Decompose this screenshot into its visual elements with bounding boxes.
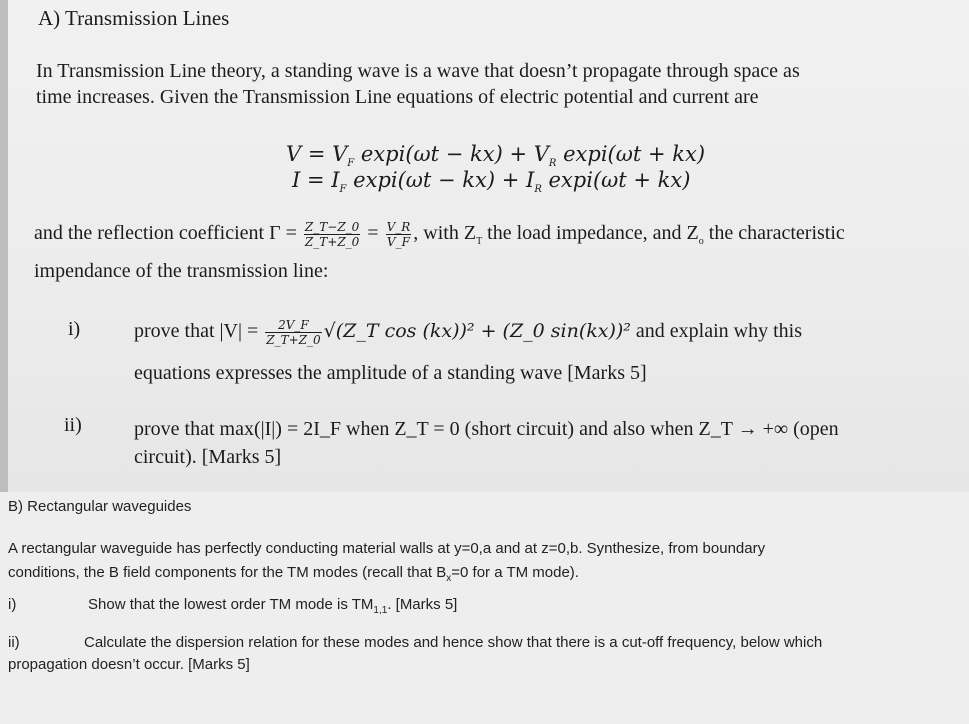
item-i-fraction — [265, 318, 321, 347]
item-i-frac-num: 2V_F — [265, 318, 321, 333]
refl-post: , with Z — [413, 222, 477, 245]
eq-v-part: V = V — [286, 142, 348, 166]
para-line2-pre: conditions, the B field components for the TM modes (recall that B — [8, 564, 447, 581]
intro-line-1: In Transmission Line theory, a standing wave is a wave that doesn’t propagate through space as — [36, 60, 800, 82]
eq-v-end: expi(ωt + kx) — [556, 142, 706, 166]
eq-i-mid: expi(ωt − kx) + I — [346, 168, 535, 192]
item-i-line-1 — [134, 318, 802, 347]
item-ii-marker: ii) — [64, 414, 82, 436]
eq-i-sub-f: F — [339, 184, 347, 196]
item-i-post: and explain why this — [630, 320, 803, 343]
refl-post2: the load impedance, and Z — [482, 222, 699, 245]
item-ii-line-1: prove that max(|I|) = 2I_F when Z_T = 0 (short circuit) and also when Z_T → +∞ (open — [134, 418, 839, 440]
refl-frac1-den: Z_T+Z_0 — [304, 235, 360, 249]
item-ii-line-2: circuit). [Marks 5] — [134, 446, 282, 468]
para-line2-post: =0 for a TM mode). — [451, 564, 579, 581]
refl-frac2-num: V_R — [386, 220, 411, 234]
section-b-item-ii-line-2: propagation doesn’t occur. [Marks 5] — [8, 656, 250, 673]
reflection-line-2: impendance of the transmission line: — [34, 260, 329, 282]
para-line2-sub: x — [446, 573, 452, 584]
refl-eq: = — [362, 222, 384, 245]
page-edge-shadow — [0, 0, 8, 492]
refl-frac1-num: Z_T−Z_0 — [304, 220, 360, 234]
section-a-heading: A) Transmission Lines — [38, 6, 230, 30]
section-b-item-i-marker: i) — [8, 596, 17, 613]
eq-i-sub-r: R — [534, 184, 542, 196]
eq-v-sub-f: F — [347, 158, 355, 170]
item-b-i-sub: 1,1 — [373, 605, 388, 616]
equation-voltage — [286, 142, 705, 169]
item-b-i-pre: Show that the lowest order TM mode is TM — [88, 596, 374, 613]
item-i-root: √(Z_T cos (kx))² + (Z_0 sin(kx))² — [323, 320, 631, 343]
refl-fraction-1 — [304, 220, 360, 249]
section-b-heading: B) Rectangular waveguides — [8, 498, 192, 515]
section-b-item-ii-marker: ii) — [8, 634, 20, 651]
item-i-marker: i) — [68, 318, 81, 340]
refl-fraction-2 — [386, 220, 412, 249]
reflection-coefficient-line — [34, 220, 845, 249]
refl-post-sub: T — [476, 236, 483, 248]
section-b-para-line-1: A rectangular waveguide has perfectly conducting material walls at y=0,a and at z=0,b. Synthesize, from boundary — [8, 540, 766, 557]
item-i-line-2: equations expresses the amplitude of a standing wave [Marks 5] — [134, 362, 647, 384]
eq-v-mid: expi(ωt − kx) + V — [354, 142, 549, 166]
eq-v-sub-r: R — [548, 158, 557, 170]
refl-pre: and the reflection coefficient Γ = — [34, 222, 302, 245]
eq-i-part: I = I — [292, 168, 340, 192]
refl-post2-sub: o — [698, 236, 704, 248]
item-b-i-post: . [Marks 5] — [387, 596, 458, 613]
refl-frac2-den: V_F — [386, 235, 410, 249]
section-b-item-i — [88, 596, 457, 616]
eq-i-end: expi(ωt + kx) — [541, 168, 691, 192]
equation-current — [292, 168, 690, 195]
section-b-item-ii-line-1: Calculate the dispersion relation for these modes and hence show that there is a cut-off frequency, below which — [84, 634, 823, 651]
item-i-frac-den: Z_T+Z_0 — [266, 333, 321, 347]
refl-post3: the characteristic — [703, 222, 845, 245]
section-b-para-line-2 — [8, 564, 579, 584]
item-i-pre: prove that |V| = — [134, 320, 264, 343]
intro-line-2: time increases. Given the Transmission Line equations of electric potential and current are — [36, 86, 759, 108]
